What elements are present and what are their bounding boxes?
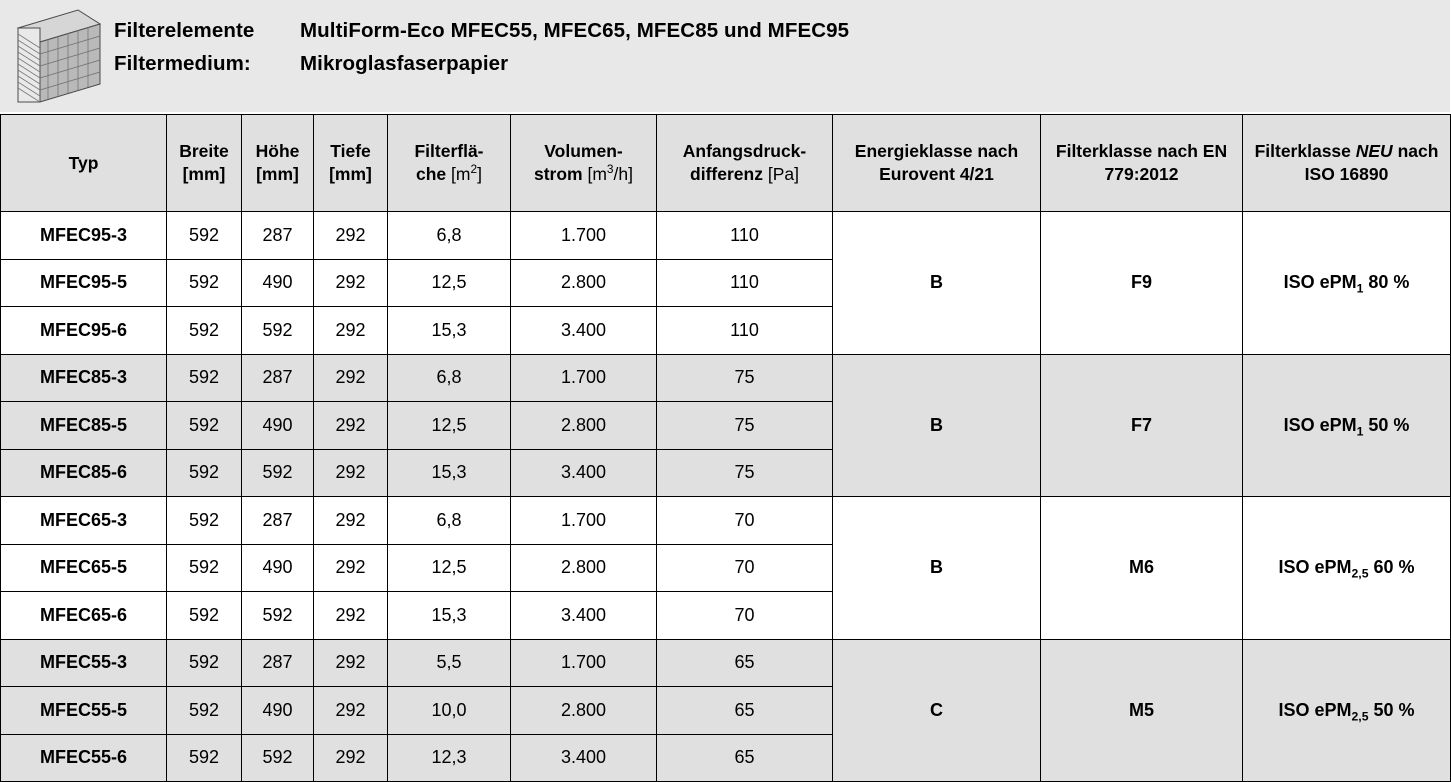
cell-typ: MFEC85-6: [1, 449, 167, 497]
table-row: [1, 354, 1451, 402]
cell-filterklasse-en779: F9: [1041, 212, 1243, 355]
cell-breite: 592: [167, 592, 242, 640]
cell-filterflaeche: 12,5: [388, 259, 511, 307]
header-value-filterelemente: MultiForm-Eco MFEC55, MFEC65, MFEC85 und MFEC95: [300, 19, 850, 42]
cell-volumenstrom: 2.800: [511, 544, 657, 592]
cell-hoehe: 287: [242, 212, 314, 260]
cell-typ: MFEC95-3: [1, 212, 167, 260]
cell-hoehe: 592: [242, 734, 314, 782]
filter-element-icon: [12, 8, 104, 108]
cell-volumenstrom: 3.400: [511, 449, 657, 497]
cell-anfangsdruckdifferenz: 110: [657, 307, 833, 355]
cell-tiefe: 292: [314, 592, 388, 640]
cell-filterflaeche: 15,3: [388, 307, 511, 355]
cell-tiefe: 292: [314, 544, 388, 592]
iso-pre: ISO ePM: [1283, 414, 1357, 435]
cell-anfangsdruckdifferenz: 75: [657, 402, 833, 450]
cell-hoehe: 490: [242, 402, 314, 450]
cell-volumenstrom: 2.800: [511, 687, 657, 735]
col-header-hoehe-unit: [mm]: [256, 164, 299, 184]
iso-sub: 1: [1356, 281, 1364, 296]
cell-tiefe: 292: [314, 354, 388, 402]
cell-breite: 592: [167, 212, 242, 260]
cell-anfangsdruckdifferenz: 110: [657, 259, 833, 307]
cell-anfangsdruckdifferenz: 65: [657, 734, 833, 782]
cell-anfangsdruckdifferenz: 70: [657, 497, 833, 545]
cell-volumenstrom: 3.400: [511, 307, 657, 355]
cell-anfangsdruckdifferenz: 70: [657, 544, 833, 592]
cell-filterklasse-iso16890: [1243, 639, 1451, 782]
cell-filterflaeche: 6,8: [388, 497, 511, 545]
cell-breite: 592: [167, 497, 242, 545]
cell-anfangsdruckdifferenz: 65: [657, 639, 833, 687]
col-header-breite-unit: [mm]: [182, 164, 226, 184]
cell-breite: 592: [167, 639, 242, 687]
header-text-block: [114, 0, 849, 80]
cell-breite: 592: [167, 687, 242, 735]
cell-anfangsdruckdifferenz: 65: [657, 687, 833, 735]
cell-energieklasse: B: [833, 354, 1041, 497]
col-header-iso-post: nach ISO 16890: [1304, 141, 1439, 184]
cell-hoehe: 287: [242, 354, 314, 402]
cell-hoehe: 490: [242, 687, 314, 735]
col-header-tiefe: [314, 115, 388, 212]
iso-post: 80 %: [1363, 272, 1410, 293]
cell-typ: MFEC55-6: [1, 734, 167, 782]
col-header-filterflaeche: [388, 115, 511, 212]
cell-tiefe: 292: [314, 307, 388, 355]
table-header-row: [1, 115, 1451, 212]
cell-breite: 592: [167, 734, 242, 782]
cell-filterklasse-en779: M6: [1041, 497, 1243, 640]
cell-typ: MFEC85-5: [1, 402, 167, 450]
col-header-volumenstrom-l1: Volumen-: [544, 141, 623, 162]
table-row: [1, 497, 1451, 545]
cell-volumenstrom: 2.800: [511, 259, 657, 307]
cell-tiefe: 292: [314, 734, 388, 782]
cell-hoehe: 592: [242, 307, 314, 355]
specification-table: [0, 114, 1451, 782]
cell-anfangsdruckdifferenz: 110: [657, 212, 833, 260]
cell-anfangsdruckdifferenz: 70: [657, 592, 833, 640]
table-row: [1, 639, 1451, 687]
header-label-filtermedium: Filtermedium:: [114, 52, 251, 76]
cell-filterklasse-iso16890: [1243, 354, 1451, 497]
cell-typ: MFEC55-3: [1, 639, 167, 687]
col-header-typ: Typ: [1, 115, 167, 212]
cell-filterflaeche: 15,3: [388, 592, 511, 640]
cell-energieklasse: B: [833, 212, 1041, 355]
header-label-filterelemente: Filterelemente: [114, 19, 255, 42]
col-header-filterflaeche-l2: che: [416, 164, 447, 184]
cell-breite: 592: [167, 449, 242, 497]
cell-hoehe: 592: [242, 592, 314, 640]
col-header-tiefe-unit: [mm]: [329, 164, 372, 184]
col-header-energieklasse: Energieklasse nach Eurovent 4/21: [833, 115, 1041, 212]
cell-tiefe: 292: [314, 449, 388, 497]
cell-hoehe: 287: [242, 497, 314, 545]
header-value-filtermedium: Mikroglasfaserpapier: [300, 52, 509, 76]
cell-filterklasse-iso16890: [1243, 212, 1451, 355]
document-header: [0, 0, 1450, 114]
cell-volumenstrom: 2.800: [511, 402, 657, 450]
cell-filterklasse-en779: F7: [1041, 354, 1243, 497]
col-header-filterklasse-en779: Filterklasse nach EN 779:2012: [1041, 115, 1243, 212]
col-header-volumenstrom: [511, 115, 657, 212]
table-body: [1, 212, 1451, 782]
col-header-volumenstrom-unit: $[m^3/h]$: [587, 162, 634, 184]
col-header-anfangsdruck-l2: differenz: [690, 164, 763, 184]
cell-typ: MFEC65-3: [1, 497, 167, 545]
cell-breite: 592: [167, 402, 242, 450]
iso-sub: 1: [1356, 424, 1364, 439]
iso-sub: 2,5: [1351, 709, 1369, 724]
cell-volumenstrom: 1.700: [511, 639, 657, 687]
iso-post: 50 %: [1368, 699, 1415, 720]
cell-filterklasse-en779: M5: [1041, 639, 1243, 782]
iso-post: 50 %: [1363, 414, 1410, 435]
cell-typ: MFEC95-6: [1, 307, 167, 355]
cell-breite: 592: [167, 544, 242, 592]
cell-filterflaeche: 6,8: [388, 354, 511, 402]
cell-volumenstrom: 1.700: [511, 497, 657, 545]
iso-pre: ISO ePM: [1278, 557, 1352, 578]
cell-typ: MFEC55-5: [1, 687, 167, 735]
cell-filterflaeche: 12,3: [388, 734, 511, 782]
cell-typ: MFEC95-5: [1, 259, 167, 307]
cell-breite: 592: [167, 307, 242, 355]
cell-filterflaeche: 10,0: [388, 687, 511, 735]
cell-filterflaeche: 12,5: [388, 544, 511, 592]
col-header-anfangsdruck-l1: Anfangsdruck-: [682, 141, 807, 162]
cell-volumenstrom: 1.700: [511, 212, 657, 260]
cell-hoehe: 490: [242, 544, 314, 592]
cell-tiefe: 292: [314, 687, 388, 735]
table-row: [1, 212, 1451, 260]
col-header-hoehe: [242, 115, 314, 212]
cell-hoehe: 287: [242, 639, 314, 687]
col-header-breite-label: Breite: [179, 141, 229, 162]
cell-tiefe: 292: [314, 639, 388, 687]
iso-pre: ISO ePM: [1278, 699, 1352, 720]
cell-tiefe: 292: [314, 402, 388, 450]
cell-filterklasse-iso16890: [1243, 497, 1451, 640]
cell-filterflaeche: 12,5: [388, 402, 511, 450]
col-header-hoehe-label: Höhe: [255, 141, 300, 162]
col-header-iso-pre: Filterklasse: [1254, 141, 1356, 162]
cell-energieklasse: C: [833, 639, 1041, 782]
cell-tiefe: 292: [314, 259, 388, 307]
cell-breite: 592: [167, 259, 242, 307]
col-header-anfangsdruck-unit: [Pa]: [767, 164, 799, 184]
cell-typ: MFEC65-6: [1, 592, 167, 640]
col-header-tiefe-label: Tiefe: [330, 141, 371, 162]
cell-hoehe: 490: [242, 259, 314, 307]
col-header-breite: [167, 115, 242, 212]
cell-filterflaeche: 5,5: [388, 639, 511, 687]
col-header-filterklasse-iso16890: [1243, 115, 1451, 212]
header-line-filterelemente: [114, 14, 849, 47]
cell-typ: MFEC85-3: [1, 354, 167, 402]
col-header-volumenstrom-l2: strom: [533, 164, 583, 184]
cell-typ: MFEC65-5: [1, 544, 167, 592]
cell-breite: 592: [167, 354, 242, 402]
col-header-filterflaeche-unit: $[m^2]$: [451, 162, 482, 184]
cell-tiefe: 292: [314, 212, 388, 260]
cell-volumenstrom: 3.400: [511, 734, 657, 782]
iso-pre: ISO ePM: [1283, 272, 1357, 293]
cell-filterflaeche: 15,3: [388, 449, 511, 497]
iso-sub: 2,5: [1351, 566, 1369, 581]
cell-anfangsdruckdifferenz: 75: [657, 449, 833, 497]
iso-post: 60 %: [1368, 557, 1415, 578]
cell-volumenstrom: 3.400: [511, 592, 657, 640]
header-line-filtermedium: [114, 47, 849, 80]
cell-anfangsdruckdifferenz: 75: [657, 354, 833, 402]
col-header-anfangsdruckdifferenz: [657, 115, 833, 212]
col-header-filterflaeche-l1: Filterflä-: [414, 141, 484, 162]
cell-volumenstrom: 1.700: [511, 354, 657, 402]
cell-filterflaeche: 6,8: [388, 212, 511, 260]
cell-tiefe: 292: [314, 497, 388, 545]
cell-hoehe: 592: [242, 449, 314, 497]
filter-element-illustration: [8, 6, 104, 110]
col-header-iso-neu: NEU: [1355, 141, 1393, 162]
cell-energieklasse: B: [833, 497, 1041, 640]
